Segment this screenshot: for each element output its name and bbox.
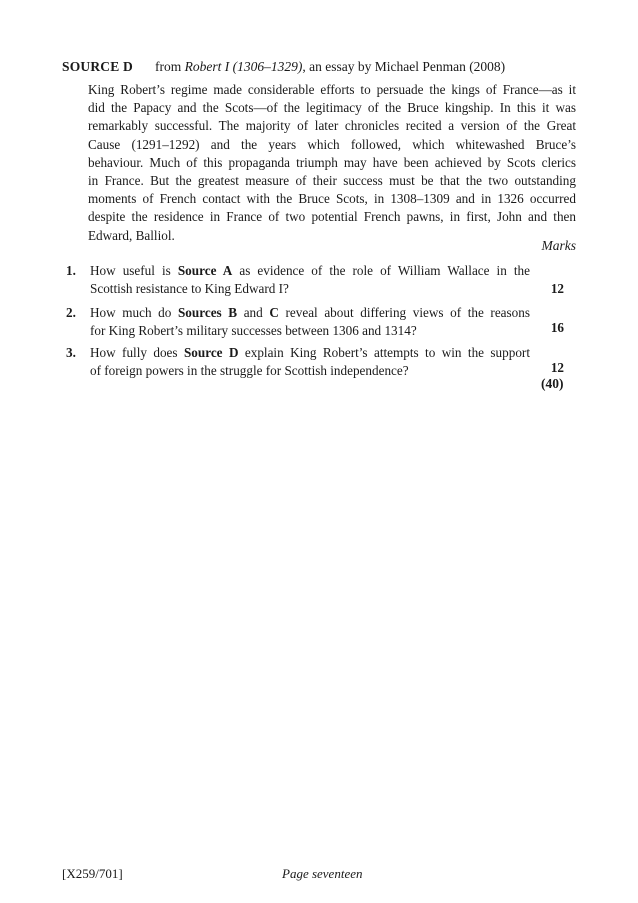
question-1 [66,262,574,302]
question-text-part: Scottish resistance to King Edward I? [90,281,289,296]
question-text-part: How much do [90,305,178,320]
question-source-ref: Source A [177,263,233,278]
marks-heading: Marks [541,238,576,253]
question-source-ref: C [269,305,279,320]
source-line: behaviour. Much of this propaganda triumph may have been achieved by Scots clerics [88,154,576,170]
source-line: did the Papacy and the Scots—of the legitimacy of the Bruce kingship. In this it was [88,100,576,116]
source-from: from [155,59,182,74]
source-line: in France. But the greatest measure of their success must be that the two outstanding [88,173,576,189]
source-attribution: , an essay by Michael Penman (2008) [302,59,506,74]
question-mark: 12 [550,281,564,296]
source-heading [62,58,505,76]
source-line: moments of French contact with the Bruce Scots, in 1308–1309 and in 1326 occurred [88,191,576,207]
question-text-part: for King Robert’s military successes between 1306 and 1314? [90,323,417,338]
question-text [90,304,530,340]
question-mark: 12 [550,360,564,375]
question-text-part: explain King Robert’s attempts to win the support [238,345,530,360]
question-text [90,344,530,380]
question-text-part: How useful is [90,263,178,278]
question-text-part: as evidence of the role of William Wallace in the [232,263,530,278]
question-text-part: reveal about differing views of the reasons [278,305,530,320]
question-3 [66,344,574,384]
source-line: Edward, Balliol. [88,227,175,243]
question-number: 3. [66,345,76,360]
source-title: Robert I (1306–1329) [184,59,303,74]
question-source-ref: Sources B [177,305,238,320]
question-2 [66,304,574,344]
question-text [90,262,530,298]
total-marks: (40) [541,376,564,391]
source-line: Cause (1291–1292) and the years which followed, which whitewashed Bruce’s [88,136,576,152]
source-label: SOURCE D [62,59,133,74]
question-number: 1. [66,263,76,278]
page-number: Page seventeen [282,866,363,881]
source-line: despite the residence in France of two potential French pawns, in first, John and then [88,209,576,225]
source-line: remarkably successful. The majority of later chronicles recited a version of the Great [88,118,576,134]
question-text-part: of foreign powers in the struggle for Scottish independence? [90,363,409,378]
source-extract [88,81,576,245]
source-line: King Robert’s regime made considerable efforts to persuade the kings of France—as it [88,82,576,97]
question-text-part: and [237,305,270,320]
question-text-part: How fully does [90,345,184,360]
question-number: 2. [66,305,76,320]
question-source-ref: Source D [183,345,239,360]
question-mark: 16 [550,320,564,335]
paper-code: [X259/701] [62,866,123,881]
